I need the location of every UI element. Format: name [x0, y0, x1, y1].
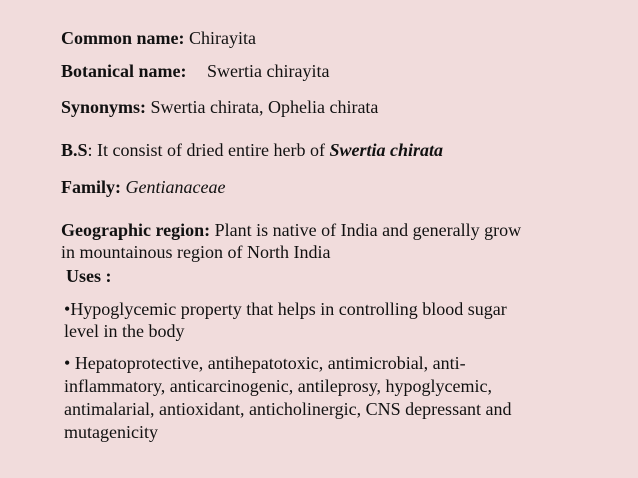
common-name-row [61, 27, 256, 49]
bullet-icon: • [64, 299, 71, 319]
uses-item-2 [64, 352, 466, 374]
common-name-value: Chirayita [189, 28, 256, 48]
uses-item-1-line1: Hypoglycemic property that helps in controlling blood sugar [70, 299, 507, 319]
uses-item-1-continuation [64, 320, 184, 342]
botanical-name-row [61, 60, 329, 82]
geographic-region-label: Geographic region: [61, 220, 211, 240]
uses-item-2-continuation-2 [64, 398, 512, 420]
synonyms-label: Synonyms: [61, 97, 147, 117]
family-row [61, 176, 225, 198]
uses-item-1-line2: level in the body [64, 321, 185, 341]
uses-item-2-continuation-1 [64, 375, 492, 397]
family-value: Gentianaceae [125, 177, 226, 197]
uses-item-2-line4: mutagenicity [64, 422, 158, 442]
geographic-region-continuation [61, 241, 330, 263]
biological-source-label: B.S [61, 140, 88, 160]
uses-item-2-line1: Hepatoprotective, antihepatotoxic, antimicrobial, anti- [70, 353, 466, 373]
uses-item-2-line3: antimalarial, antioxidant, anticholinergic, CNS depressant and [64, 399, 512, 419]
botanical-name-label: Botanical name: [61, 61, 187, 81]
uses-heading-text: Uses : [66, 266, 112, 286]
biological-source-text: It consist of dried entire herb of [97, 140, 325, 160]
uses-item-2-continuation-3 [64, 421, 158, 443]
geographic-region-row [61, 219, 521, 241]
botanical-name-value: Swertia chirayita [207, 61, 330, 81]
synonyms-value: Swertia chirata, Ophelia chirata [150, 97, 379, 117]
biological-source-species: Swertia chirata [329, 140, 444, 160]
synonyms-row [61, 96, 378, 118]
uses-heading [66, 265, 112, 287]
family-label: Family: [61, 177, 121, 197]
uses-item-1 [64, 298, 507, 320]
common-name-label: Common name: [61, 28, 185, 48]
geographic-region-line1: Plant is native of India and generally grow [214, 220, 522, 240]
uses-item-2-line2: inflammatory, anticarcinogenic, antileprosy, hypoglycemic, [64, 376, 493, 396]
geographic-region-line2: in mountainous region of North India [61, 242, 331, 262]
bullet-icon: • [64, 353, 71, 373]
biological-source-row [61, 139, 443, 161]
biological-source-separator: : [87, 140, 93, 160]
